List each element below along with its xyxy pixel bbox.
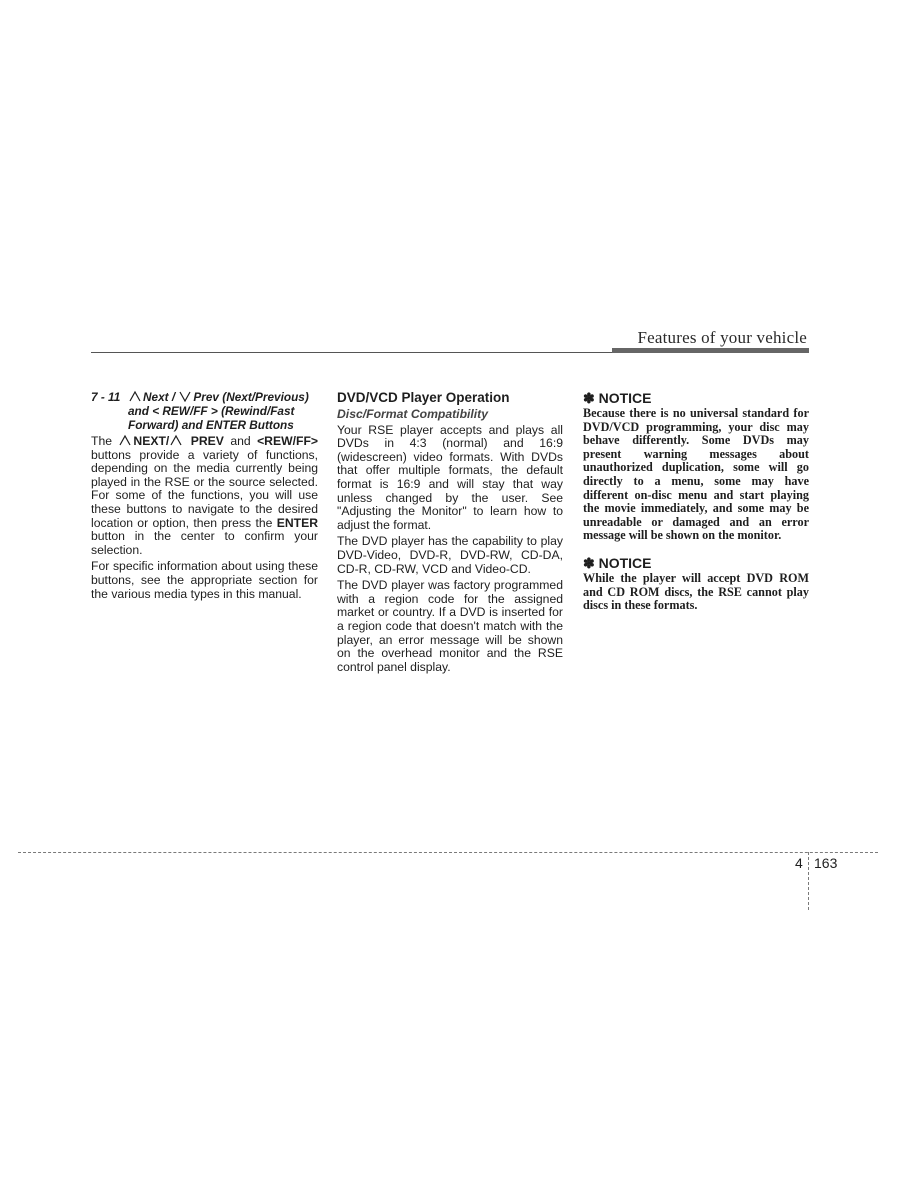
section-number: 7 - 11 <box>91 390 121 404</box>
section-heading <box>91 390 318 432</box>
left-column <box>91 390 318 604</box>
text-the: The <box>91 434 113 448</box>
header-rule-accent <box>612 348 809 353</box>
up-chevron-icon <box>170 434 182 446</box>
format-paragraph: Your RSE player accepts and plays all DVDs in 4:3 (normal) and 16:9 (widescreen) video formats. With DVDs that offer multiple formats, the default format is 16:9 and will stay that way unless changed by the user. See "Adjusting the Monitor" to learn how to adjust the format. <box>337 422 563 532</box>
notice-text: Because there is no universal standard for DVD/VCD programming, your disc may behave differently. Some DVDs may present warning messages about unauthorized duplication, some will go directly to a menu, some may have different on-disc menu and start playing the movie immediately, and some may be unreadable or damaged and an error message will be shown on the monitor. <box>583 406 809 543</box>
next-label: NEXT/ <box>133 434 170 448</box>
notice-title: ✽ NOTICE <box>583 554 652 571</box>
footer-vertical-divider <box>808 852 809 910</box>
text-and: and <box>223 434 258 448</box>
text-body-1: buttons provide a variety of functions, depending on the media currently being played in the RSE or the source selected. For some of the functions, you will use these buttons to navigate to the desired location or option, then press the <box>91 447 318 530</box>
capability-paragraph: The DVD player has the capability to play DVD-Video, DVD-R, DVD-RW, CD-DA, CD-R, CD-RW, VCD and Video-CD. <box>337 534 563 576</box>
right-column <box>583 390 809 625</box>
page-number: 163 <box>814 855 838 871</box>
footer-divider <box>18 852 878 853</box>
buttons-description <box>91 434 318 557</box>
up-chevron-icon <box>119 434 131 446</box>
heading-next-label: Next / <box>143 390 176 404</box>
page-header-title: Features of your vehicle <box>637 328 807 347</box>
enter-label: ENTER <box>276 515 318 530</box>
heading-rest: Prev (Next/Previous) and < REW/FF > (Rewind/Fast Forward) and ENTER Buttons <box>128 390 309 432</box>
middle-column <box>337 390 563 677</box>
text-body-2: button in the center to confirm your selection. <box>91 529 318 557</box>
notice-text: While the player will accept DVD ROM and CD ROM discs, the RSE cannot play discs in these formats. <box>583 570 809 613</box>
region-paragraph: The DVD player was factory programmed with a region code for the assigned market or country. If a DVD is inserted for a region code that doesn't match with the player, an error message will be shown on the overhead monitor and the RSE control panel display. <box>337 578 563 674</box>
prev-label: PREV <box>190 434 224 448</box>
chapter-number: 4 <box>795 855 803 871</box>
up-chevron-icon <box>129 390 141 402</box>
dvd-section-heading: DVD/VCD Player Operation <box>337 390 510 405</box>
down-chevron-icon <box>179 390 191 402</box>
rewff-label: <REW/FF> <box>257 434 319 448</box>
notice-title: ✽ NOTICE <box>583 390 652 406</box>
dvd-subheading: Disc/Format Compatibility <box>337 407 489 421</box>
specific-info-paragraph: For specific information about using these buttons, see the appropriate section for the various media types in this manual. <box>91 559 318 601</box>
